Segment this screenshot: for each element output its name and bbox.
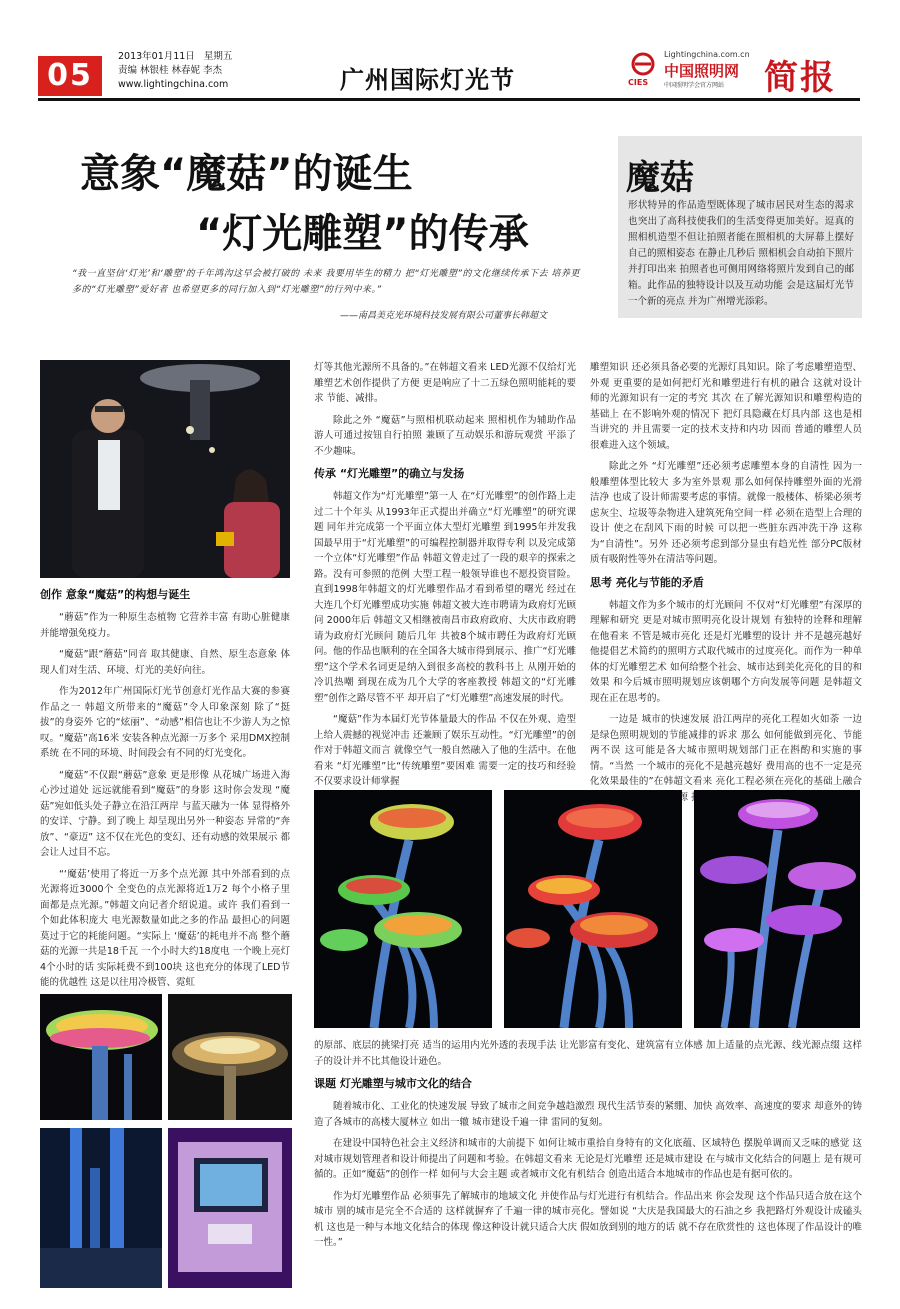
paragraph: “‘魔菇’使用了将近一万多个点光源 其中外部看到的点光源将近3000个 全变色的点光源将近1万2 每个小格子里面都是点光源。”韩超文向记者介绍说道。或许 我们看到一个如此体积庞大 电光源数量如此之多的作品 最担心的问题莫过于它的耗能问题。“实际上 ‘魔菇’的耗电并不高 整个蘑菇的光源一共是18千瓦 一个小时大约18度电 一个晚上亮灯4个小时的话 实际耗费不到100块 这也充分的体现了LED节能的优越性 这是以往用冷极管、霓虹: [40, 868, 290, 988]
quote-source: ——南昌美克光环境科技发展有限公司董事长韩超文: [340, 311, 548, 321]
mushroom-detail-photo-3-graphic: [40, 1128, 162, 1288]
column-1: [40, 582, 290, 997]
mushroom-detail-photo-1-graphic: [40, 994, 162, 1120]
header-rule: [38, 98, 860, 101]
headline-line2: “灯光雕塑”的传承: [196, 211, 529, 257]
headline-line1: 意象“魔菇”的诞生: [80, 151, 413, 197]
logo-name: 中国照明网: [664, 62, 740, 80]
paragraph: 作为2012年广州国际灯光节创意灯光作品大赛的参赛作品之一 韩超文所带来的“魔菇”令人印象深刻 除了“挺拔”的身姿外 它的“炫丽”、“动感”相信也让不少游人为之惊叹。“魔菇”高16米 安装各种点光源一万多个 采用DMX控制系统 在不同的环境、时间段会有不同的灯光变化。: [40, 686, 290, 759]
website-url[interactable]: www.lightingchina.com: [118, 79, 229, 90]
paragraph: 韩超文作为“灯光雕塑”第一人 在“灯光雕塑”的创作路上走过二十个年头 从1993年正式提出并确立“灯光雕塑”的研究课题 同年并完成第一个平面立体大型灯光雕塑 到1995年并发我国最早用于“灯光雕塑”的可编程控制器并取得专利 以及完成第一个立体“灯光雕塑”作品 韩超文曾走过了一段的艰辛的探索之路。没有可参照的范例 大型工程一般领导谁也不愿投资冒险。直到1998年韩超文的灯光雕塑作品才看到希望的曙光 经过在大连几个灯光雕塑成功实施 韩超文被大连市聘请为政府灯光顾问 2000年后 韩超文又相继被南昌市政府政府、大庆市政府聘请为政府灯光顾问 随后几年 共被8个城市聘任为政府灯光顾问。他的作品也顺利的在全国各大城市得到展示、推广“灯光雕塑”这个学术名词更是纳入到很多高校的教科书上 从刚开始的冷讥热嘲 到现在成为几个大学的客座教授 韩超文的“灯光雕塑”创作之路尽管不平 却开启了“灯光雕塑”高速发展的时代。: [314, 491, 576, 704]
paragraph: 灯等其他光源所不具备的。”在韩超文看来 LED光源不仅给灯光雕塑艺术创作提供了方便 更是响应了十二五绿色照明能耗的要求 节能、减排。: [314, 362, 576, 404]
mushroom-photo-green: [314, 790, 492, 1028]
paragraph: 韩超文作为多个城市的灯光顾问 不仅对“灯光雕塑”有深厚的理解和研究 更是对城市照明亮化设计规划 有独特的诠释和理解 在他看来 不管是城市亮化 还是灯光雕塑的设计 并不是越亮越好 他提倡艺术简约的照明方式取代城市的过度亮化。而作为一种单体的灯光雕塑艺术 如何给整个社会、城市达到美化亮化的目的和效果 和今后城市照明规划应该朝哪个方向发展等问题 是韩超文现在正在思考的。: [590, 599, 862, 704]
paragraph: “魔菇”跟“蘑菇”同音 取其健康、自然、原生态意象 体现人们对生活、环境、灯光的美好向往。: [40, 649, 290, 676]
issue-weekday: 星期五: [203, 51, 233, 62]
section-title: 广州国际灯光节: [340, 66, 515, 94]
logo-site: Lightingchina.com.cn: [664, 50, 750, 59]
page-number: 05: [38, 56, 102, 96]
lead-quote: “我一直坚信‘灯光’和‘雕塑’的千年鸿沟这早会被打破的 未来 我要用毕生的精力 把“灯光雕塑”的文化继续传承下去 培养更多的“灯光雕塑”爱好者 也希望更多的同行加入到“灯光雕塑”的行列中来。”: [72, 269, 580, 295]
cies-logo: [628, 50, 760, 94]
paragraph: “蘑菇”作为一种原生态植物 它营养丰富 有助心脏健康 并能增强免疫力。: [40, 612, 290, 639]
mushroom-detail-photo-2-graphic: [168, 994, 292, 1120]
mushroom-photo-red: [504, 790, 682, 1028]
mushroom-photo-green-graphic: [314, 790, 492, 1028]
mushroom-detail-photo-2: [168, 994, 292, 1120]
mushroom-photo-purple: [694, 790, 860, 1028]
column-3: [590, 360, 862, 811]
paragraph: “魔菇”不仅跟“蘑菇”意象 更是形像 从花城广场进入海心沙过道处 远远就能看到“魔菇”的身影 这时你会发现 “魔菇”宛如低头处子静立在沿江两岸 与蓝天融为一体 显得格外的安详、宁静。到了晚上 却呈现出另外一种姿态 异常的“奔放”、“豪迈” 这不仅在光色的变幻、还有动感的效果展示 都会让人过目不忘。: [40, 769, 290, 858]
interview-photo-graphic: [40, 360, 290, 578]
bottom-text: [314, 1038, 862, 1257]
paragraph: 除此之外 “魔菇”与照相机联动起来 照相机作为辅助作品 游人可通过按钮自行拍照 兼顾了互动娱乐和游玩观赏 平添了不少趣味。: [314, 414, 576, 457]
cies-logo-icon: [630, 52, 656, 76]
logo-subtitle: 中国照明学会官方网站: [664, 82, 725, 89]
paragraph: 的原部、底层的挑梁打亮 适当的运用内光外透的表现手法 让光影富有变化、建筑富有立体感 加上适量的点光源、线光源点缀 这样子的设计并不比其他设计逊色。: [314, 1040, 862, 1067]
section-heading-thinking: 思考 亮化与节能的矛盾: [590, 575, 704, 589]
sidebar-title: 魔菇: [626, 158, 694, 198]
section-heading-heritage: 传承 “灯光雕塑”的确立与发扬: [314, 467, 465, 480]
paragraph: 作为灯光雕塑作品 必须事先了解城市的地域文化 并使作品与灯光进行有机结合。作品出来 你会发现 这个作品只适合放在这个城市 别的城市是完全不合适的 这样就摒弃了千遍一律的城市亮化。譬如说 “大庆是我国最大的石油之乡 我把路灯外观设计成磕头机 这也是一种与本地文化结合的体现 像这种设计就只适合大庆 假如放到别的地方的话 就不存在欣赏性的 这也体现了作品设计的唯一性。”: [314, 1190, 862, 1248]
paragraph: 雕塑知识 还必须具备必要的光源灯具知识。除了考虑雕塑造型、外观 更重要的是如何把灯光和雕塑进行有机的融合 这就对设计师的光源知识有一定的考究 其次 在了解光源知识和雕塑构造的基础上 在不影响外观的情况下 把灯具隐藏在灯具内部 这也是相当讲究的 并且需要一定的技术支持和内功 因而 普通的雕塑人员很难进入这个领域。: [590, 362, 862, 451]
section-heading-creation: 创作 意象“魔菇”的构想与诞生: [40, 588, 191, 601]
mushroom-detail-photo-3: [40, 1128, 162, 1288]
issue-info: [118, 50, 232, 92]
camera-kiosk-photo-graphic: [168, 1128, 292, 1288]
mushroom-detail-photo-1: [40, 994, 162, 1120]
mushroom-photo-red-graphic: [504, 790, 682, 1028]
mushroom-photo-purple-graphic: [694, 790, 860, 1028]
interview-photo: [40, 360, 290, 578]
issue-date: 2013年01月11日: [118, 51, 195, 62]
paragraph: 一边是 城市的快速发展 沿江两岸的亮化工程如火如荼 一边是绿色照明规划的节能减排的诉求 那么 如何能做到亮化、节能两不误 这可能是各大城市照明规划部门正在斟酌和实施的事情。“当然 一个城市的亮化不是越亮越好 费用高的也不一定是亮化效果最佳的”在韩超文看来 亮化工程必须在亮化的基础上融合: [590, 714, 862, 787]
paragraph: 随着城市化、工业化的快速发展 导致了城市之间竞争越趋激烈 现代生活节奏的紧绷、加快 高效率、高速度的要求 却意外的铸造了各城市的高楼大厦林立 如出一辙 城市建设千遍一律 雷同的复刻。: [314, 1101, 862, 1128]
sidebar-box: [618, 136, 862, 318]
logo-abbr: CIES: [628, 78, 649, 87]
camera-kiosk-photo: [168, 1128, 292, 1288]
brief-label: 简报: [764, 58, 836, 98]
section-heading-culture: 课题 灯光雕塑与城市文化的结合: [314, 1077, 472, 1090]
paragraph: “魔菇”作为本届灯光节体量最大的作品 不仅在外观、造型上给人震撼的视觉冲击 还兼顾了娱乐互动性。“灯光雕塑”的创作对于韩超文而言 就像空气一般自然融入了他的生活中。在他看来 “灯光雕塑”比“传统雕塑”要困难 需要一定的技巧和经验 不仅要求设计师掌握: [314, 714, 576, 787]
column-2: [314, 360, 576, 796]
sidebar-text: 形状特异的作品造型既体现了城市居民对生态的渴求 也突出了高科技使我们的生活变得更加美好。逗真的照相机造型不但让拍照者能在照相机的大屏幕上摆好自己的照相姿态 在静止几秒后 照相机会自动拍下照片并打印出来 拍照者也可侧用网络将照片发到自己的邮箱。此作品的独特设计以及互动功能 会是这届灯光节一个新的亮点 并为广州增光添彩。: [628, 200, 854, 307]
editors: 责编 林银桂 林春妮 李杰: [118, 65, 223, 76]
paragraph: 除此之外 “灯光雕塑”还必须考虑雕塑本身的自清性 因为一般雕塑体型比较大 多为室外景观 那么如何保持雕塑外面的光滑洁净 也成了设计师需要考虑的事情。就像一般楼体、桥梁必须考虑灰尘、垃圾等杂物进入建筑死角空间一样 必须在造型上合理的设计 使之在刮风下雨的时候 可以把一些脏东西冲洗干净 这称为“自清性”。另外 还必须考虑到部分显虫有趋光性 部分PC版材质有吸附性等外在清洁等问题。: [590, 461, 862, 565]
paragraph: 在建设中国特色社会主义经济和城市的大前提下 如何让城市重拾自身特有的文化底蕴、区域特色 摆脱单调而又乏味的感觉 这对城市规划管理者和设计师提出了问题和考验。在韩超文看来 无论是灯光雕塑 还是城市建设 在与城市文化结合的问题上 是有规可循的。正如“魔菇”的创作一样 如何与大会主题 或者城市文化有机结合 创造出适合本地城市的作品也是有据可依的。: [314, 1138, 862, 1180]
